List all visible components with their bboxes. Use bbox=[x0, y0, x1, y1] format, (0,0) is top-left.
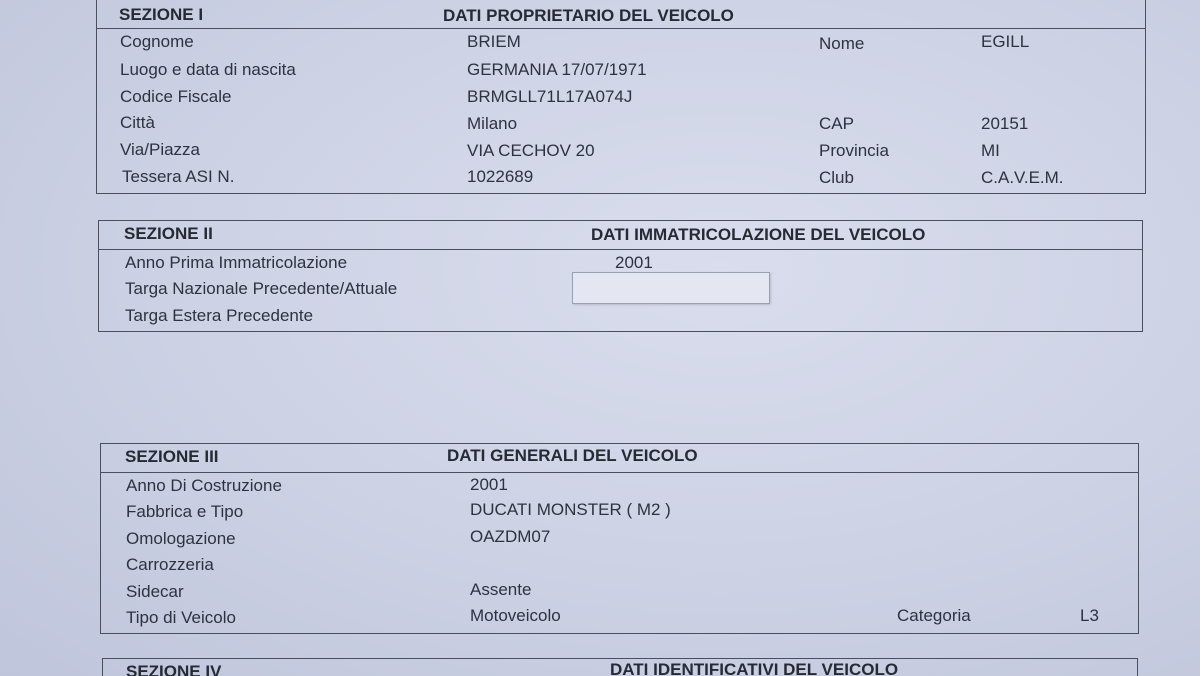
section-header bbox=[99, 221, 1142, 250]
field-value: 1022689 bbox=[467, 167, 534, 186]
field-label: Categoria bbox=[897, 606, 971, 625]
field-label: Nome bbox=[819, 34, 865, 53]
field-label: Fabbrica e Tipo bbox=[126, 502, 244, 521]
section-number: SEZIONE III bbox=[125, 447, 219, 466]
field-label: Tipo di Veicolo bbox=[126, 608, 236, 627]
field-value: BRIEM bbox=[467, 32, 521, 51]
section-number: SEZIONE I bbox=[119, 5, 204, 24]
field-label: Carrozzeria bbox=[126, 555, 214, 574]
field-label: Città bbox=[120, 113, 155, 132]
section-identification-data bbox=[102, 658, 1138, 676]
section-number: SEZIONE IV bbox=[126, 662, 222, 676]
section-number: SEZIONE II bbox=[124, 224, 213, 243]
field-label: Cognome bbox=[120, 32, 194, 51]
section-title: DATI IDENTIFICATIVI DEL VEICOLO bbox=[610, 660, 899, 676]
redacted-plate-field bbox=[572, 272, 770, 304]
section-header bbox=[101, 444, 1138, 473]
field-label: Targa Nazionale Precedente/Attuale bbox=[125, 279, 398, 298]
field-value: Milano bbox=[467, 114, 518, 133]
field-value: MI bbox=[981, 141, 1000, 160]
field-value: 2001 bbox=[615, 253, 653, 272]
section-registration-data bbox=[98, 220, 1143, 332]
field-value: Assente bbox=[470, 580, 532, 599]
field-value: C.A.V.E.M. bbox=[981, 168, 1064, 187]
field-value: EGILL bbox=[981, 32, 1030, 51]
field-value: DUCATI MONSTER ( M2 ) bbox=[470, 500, 671, 519]
section-title: DATI GENERALI DEL VEICOLO bbox=[447, 446, 698, 465]
field-label: Luogo e data di nascita bbox=[120, 60, 296, 79]
field-label: Sidecar bbox=[126, 582, 184, 601]
field-label: Tessera ASI N. bbox=[122, 167, 235, 186]
field-value: L3 bbox=[1080, 606, 1099, 625]
section-header bbox=[103, 659, 1137, 676]
field-label: Anno Di Costruzione bbox=[126, 476, 282, 495]
section-title: DATI IMMATRICOLAZIONE DEL VEICOLO bbox=[591, 225, 926, 244]
field-label: Via/Piazza bbox=[120, 140, 201, 159]
section-header bbox=[97, 0, 1145, 29]
field-label: CAP bbox=[819, 114, 854, 133]
field-value: 2001 bbox=[470, 475, 508, 494]
field-label: Codice Fiscale bbox=[120, 87, 232, 106]
field-value: Motoveicolo bbox=[470, 606, 561, 625]
field-label: Anno Prima Immatricolazione bbox=[125, 253, 348, 272]
field-value: 20151 bbox=[981, 114, 1029, 133]
field-value: GERMANIA 17/07/1971 bbox=[467, 60, 647, 79]
section-title: DATI PROPRIETARIO DEL VEICOLO bbox=[443, 6, 734, 25]
section-general-data bbox=[100, 443, 1139, 634]
field-value: OAZDM07 bbox=[470, 527, 551, 546]
field-label: Targa Estera Precedente bbox=[125, 306, 314, 325]
section-owner-data bbox=[96, 0, 1146, 194]
field-label: Omologazione bbox=[126, 529, 236, 548]
field-label: Club bbox=[819, 168, 854, 187]
field-value: VIA CECHOV 20 bbox=[467, 141, 595, 160]
field-label: Provincia bbox=[819, 141, 889, 160]
field-value: BRMGLL71L17A074J bbox=[467, 87, 633, 106]
